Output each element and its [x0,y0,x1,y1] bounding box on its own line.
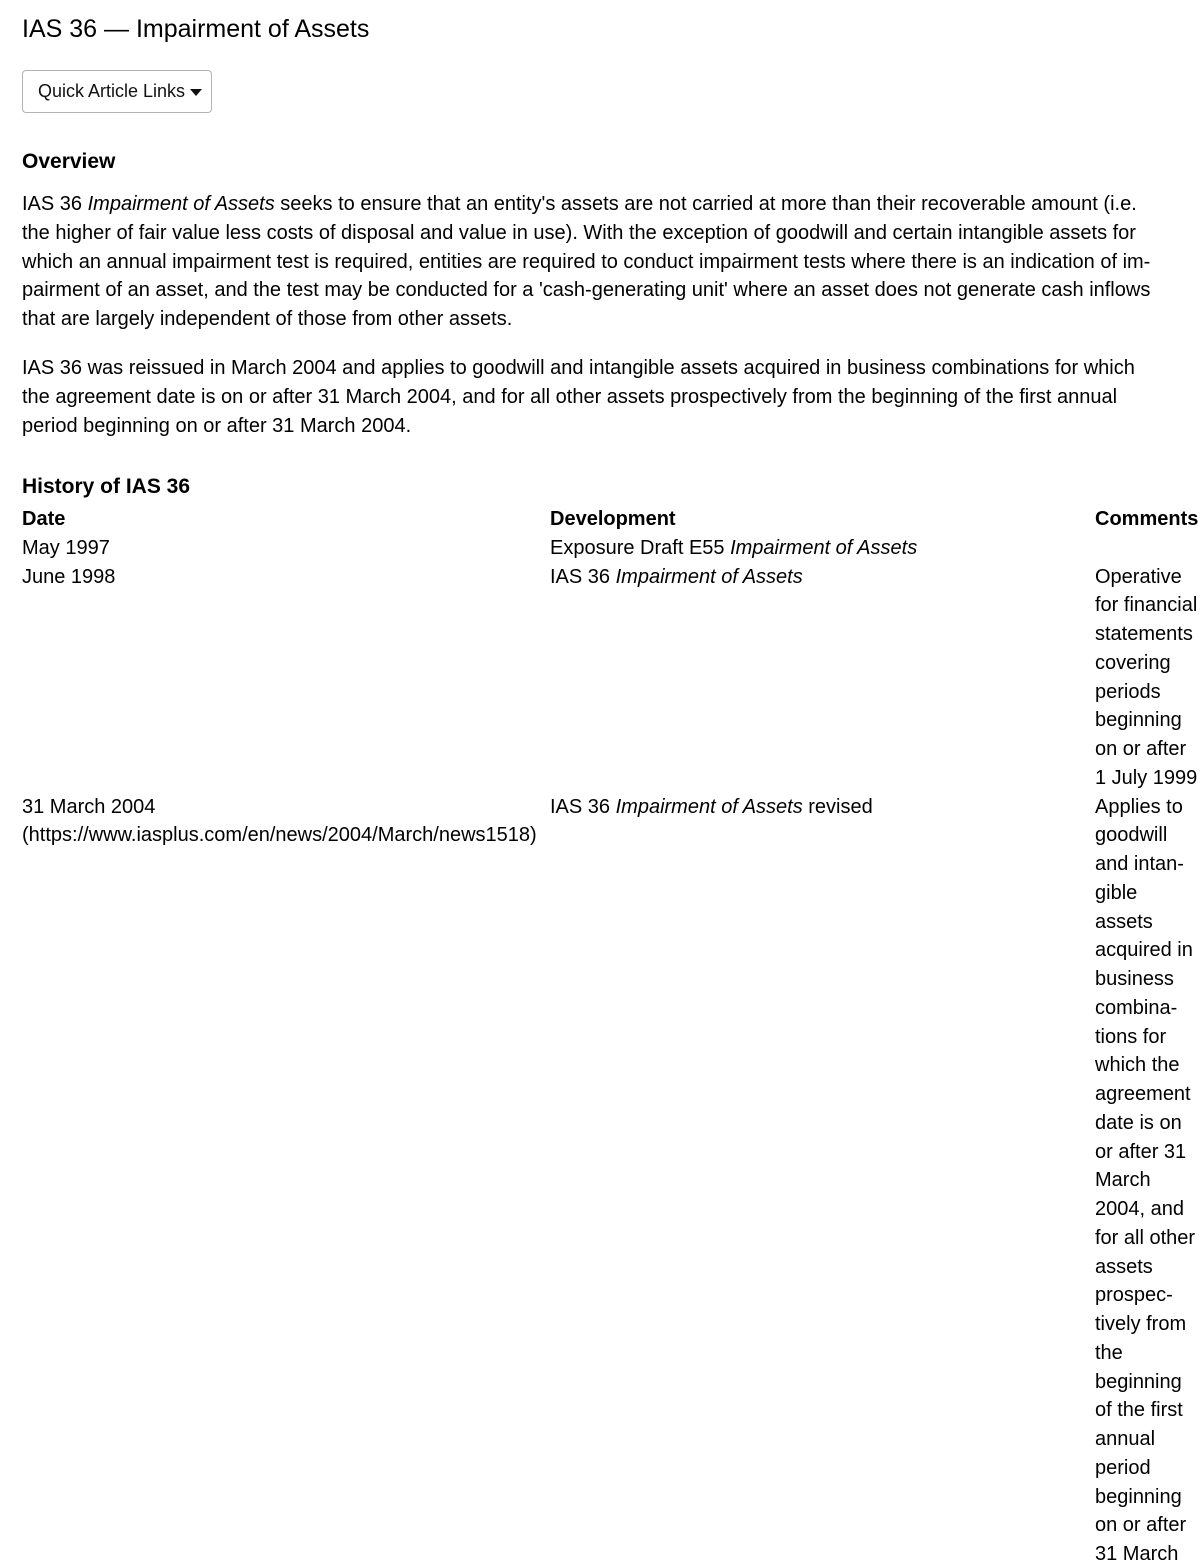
overview-paragraph-2 [22,354,1182,440]
history-comment-line: or after 31 [1095,1140,1187,1163]
history-comment-line: date is on [1095,1111,1182,1134]
history-comment-line: combina- [1095,996,1178,1019]
paragraph-line: IAS 36 Impairment of Assets seeks to ensure that an entity's assets are not carried at more than their recoverable amount (i.e. [22,193,1137,215]
standard-title: Impairment of Assets [615,565,803,588]
history-comment-line: the [1095,1341,1123,1364]
column-header-date: Date [22,508,66,530]
history-development-cell: Exposure Draft E55 Impairment of Assets [550,536,918,559]
history-comment-line: assets [1095,910,1153,933]
history-comment-line: 1 July 1999 [1095,766,1198,789]
history-comment-line: and intan- [1095,853,1184,875]
paragraph-line: the higher of fair value less costs of disposal and value in use). With the exception of goodwill and certain intangible assets for [22,221,1136,244]
history-development-cell: IAS 36 Impairment of Assets [550,565,803,588]
history-heading: History of IAS 36 [22,475,191,498]
history-comment-line: business [1095,968,1174,990]
standard-title: Impairment of Assets [730,536,918,559]
history-date-cell: (https://www.iasplus.com/en/news/2004/March/news1518) [22,824,537,847]
paragraph-line: period beginning on or after 31 March 2004. [22,414,412,437]
standard-title: Impairment of Assets [615,795,803,818]
history-comment-line: March [1095,1169,1151,1192]
history-date-cell: 31 March 2004 [22,795,156,818]
history-comment-line: tively from [1095,1313,1187,1335]
history-comment-line: statements [1095,623,1193,645]
history-date-cell: June 1998 [22,565,116,588]
history-comment-line: prospec- [1095,1284,1173,1307]
history-comment-line: beginning [1095,709,1182,732]
history-comment-line: tions for [1095,1025,1167,1048]
history-comment-line: periods [1095,680,1161,703]
paragraph-line: the agreement date is on or after 31 March 2004, and for all other assets prospectively from the beginning of the first annual [22,385,1118,408]
history-comment-line: goodwill [1095,824,1168,847]
history-comment-line: agreement [1095,1083,1191,1105]
paragraph-line: IAS 36 was reissued in March 2004 and applies to goodwill and intangible assets acquired in business combinations for which [22,357,1135,379]
history-comment-line: on or after [1095,1514,1187,1537]
overview-paragraph-1 [22,190,1182,334]
history-comment-line: Applies to [1095,795,1183,818]
history-comment-line: gible [1095,881,1138,904]
history-comment-line: Operative [1095,565,1182,588]
history-comment-line: acquired in [1095,939,1193,962]
history-comment-line: on or after [1095,738,1187,760]
column-header-comments: Comments [1095,508,1199,530]
quick-article-links-label: Quick Article Links [38,81,186,101]
history-comment-line: annual [1095,1428,1156,1450]
caret-down-icon [190,89,202,96]
history-comment-line: beginning [1095,1485,1182,1508]
history-comment-line: 31 March [1095,1543,1179,1565]
history-comment-line: 2004, and [1095,1198,1184,1220]
paragraph-line: pairment of an asset, and the test may be conducted for a 'cash-generating unit' where an asset does not generate cash inflows [22,279,1151,302]
column-header-development: Development [550,508,676,530]
history-comment-line: period [1095,1456,1151,1479]
standard-title: Impairment of Assets [87,193,275,215]
quick-article-links-button[interactable] [22,70,212,113]
paragraph-line: which an annual impairment test is required, entities are required to conduct impairment tests where there is an indication of im- [22,250,1151,273]
history-comment-line: assets [1095,1255,1153,1278]
page-title: IAS 36 — Impairment of Assets [22,15,370,43]
history-comment-line: covering [1095,651,1171,674]
history-development-cell: IAS 36 Impairment of Assets revised [550,795,873,818]
history-date-cell: May 1997 [22,536,110,559]
history-comment-line: of the first [1095,1399,1183,1422]
history-comment-line: beginning [1095,1370,1182,1393]
overview-heading: Overview [22,150,116,173]
paragraph-line: that are largely independent of those from other assets. [22,308,513,331]
history-comment-line: which the [1095,1054,1180,1077]
history-comment-line: for all other [1095,1226,1196,1249]
history-comment-line: for financial [1095,594,1198,617]
